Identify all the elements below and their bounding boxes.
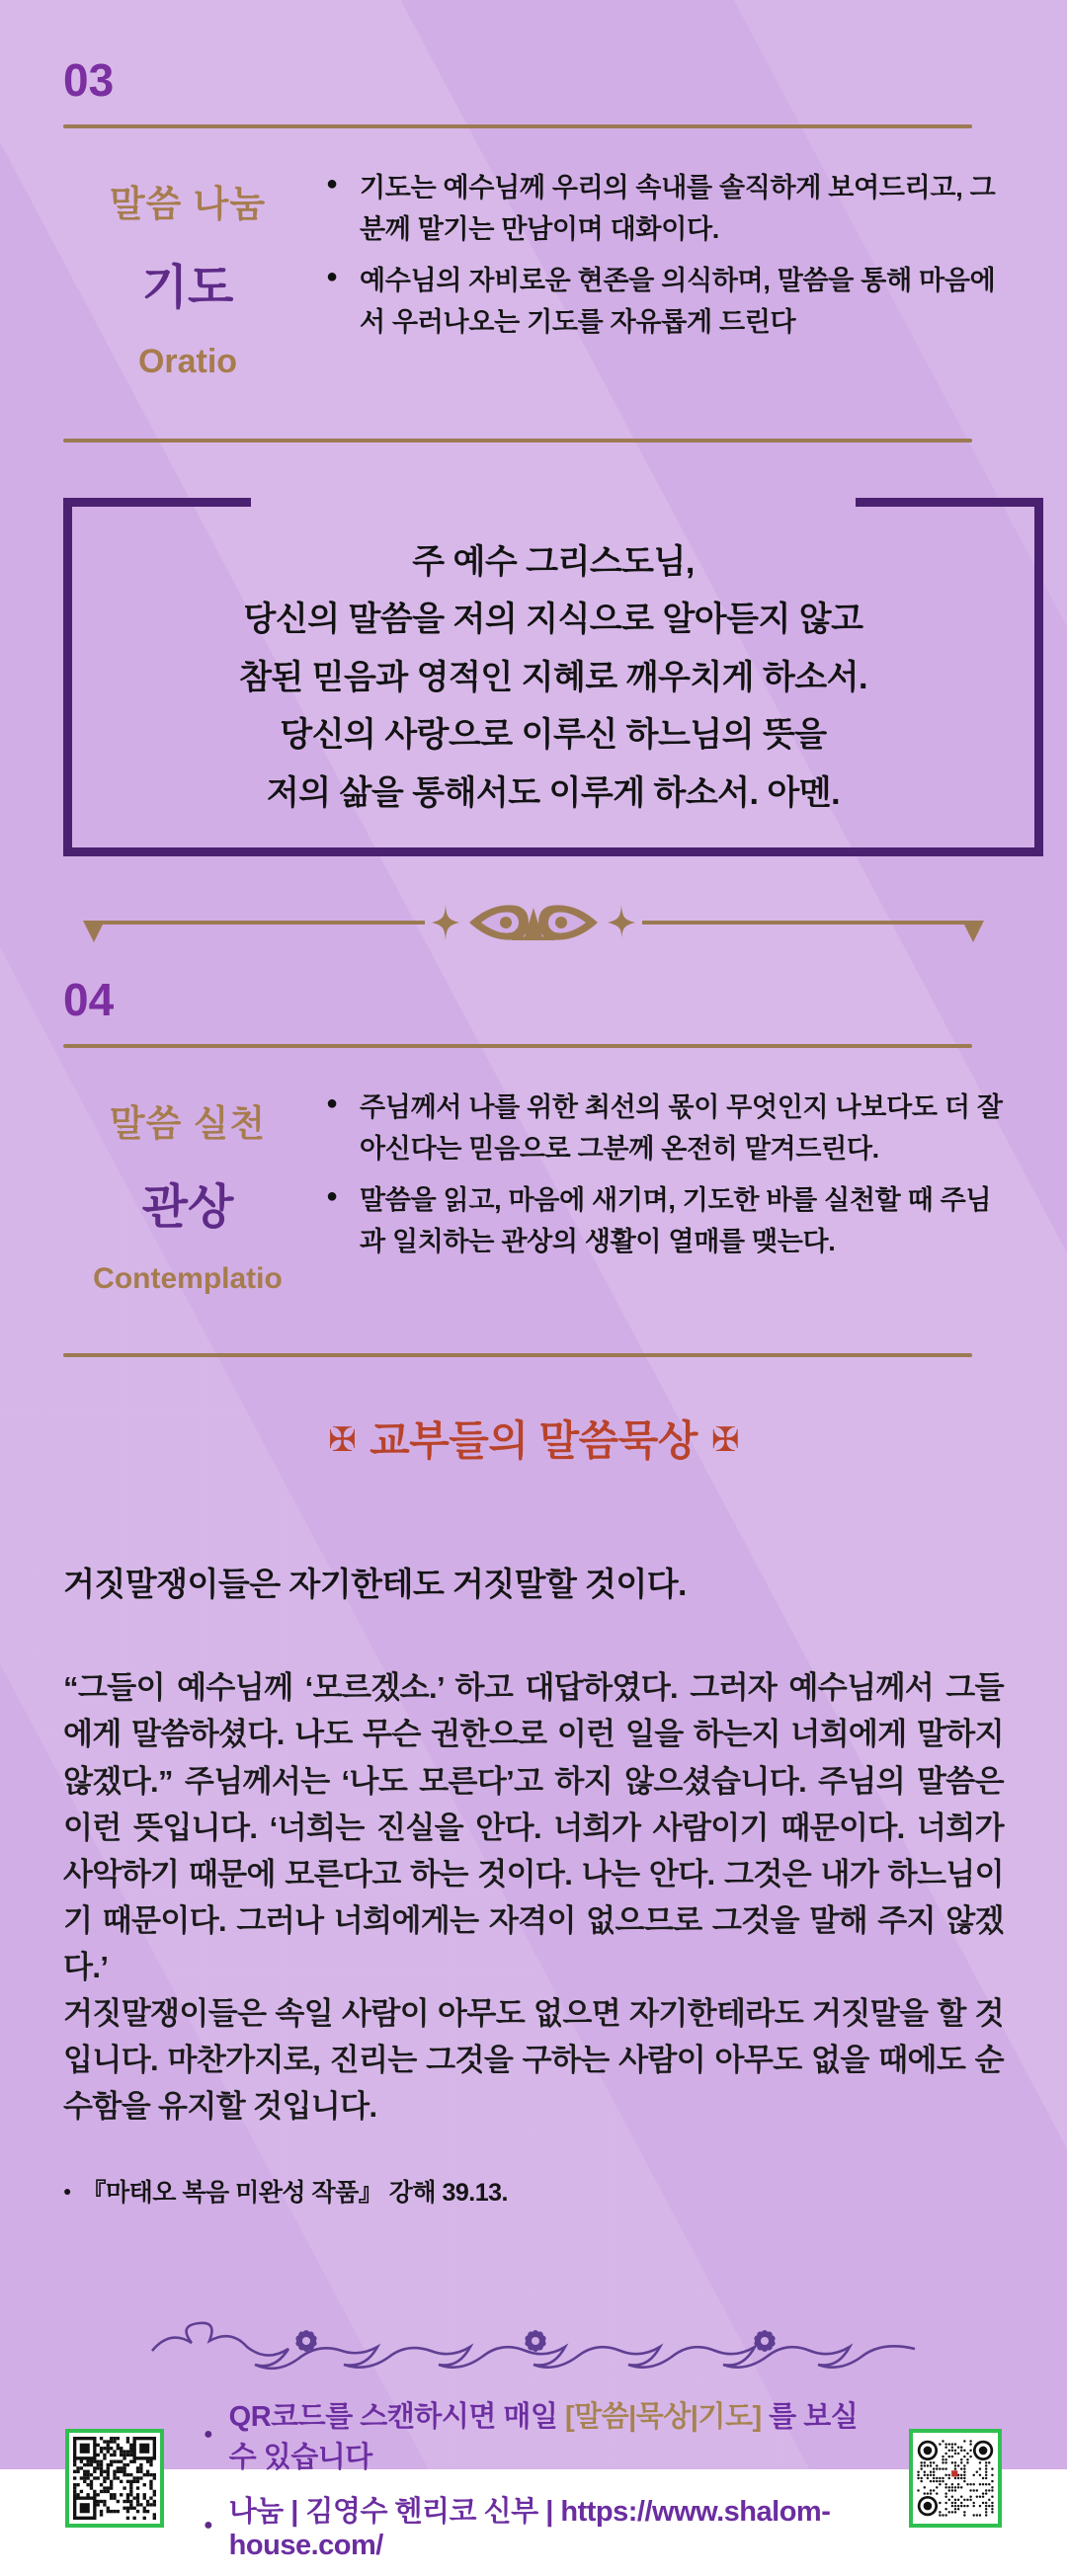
label-oratio: Oratio xyxy=(137,343,238,380)
section-number-03: 03 xyxy=(63,54,115,106)
sharing-credit-and-url[interactable]: 나눔 | 김영수 헨리코 신부 | https://www.shalom-house.com/ xyxy=(228,2496,831,2562)
prayer-line: 참된 믿음과 영적인 지혜로 깨우치게 하소서. xyxy=(239,658,867,696)
qr-instruction-prefix: QR코드를 스캔하시면 매일 xyxy=(228,2401,565,2434)
qr-instruction-suffix: 를 보실수 있습니다 xyxy=(228,2401,859,2474)
meditation-paragraph xyxy=(63,1664,1004,2130)
bullet-icon: ● xyxy=(63,2183,72,2200)
list-item xyxy=(326,1087,1004,1170)
meditation-heading-text: 교부들의 말씀묵상 xyxy=(369,1417,698,1465)
meditation-subtitle: 거짓말쟁이들은 자기한테도 거짓말할 것이다. xyxy=(63,1566,687,1603)
section-oratio-bullets xyxy=(312,168,1004,353)
bullet-icon: ● xyxy=(204,2517,213,2535)
list-item xyxy=(326,168,1004,251)
bullet-text: 주님께서 나를 위한 최선의 몫이 무엇인지 나보다도 더 잘 아신다는 믿음으로 그분께 온전히 맡겨드린다. xyxy=(360,1092,1003,1165)
bullet-text: 기도는 예수님께 우리의 속내를 솔직하게 보여드리고, 그 분께 맡기는 만남이며 대화이다. xyxy=(360,173,996,244)
section-contemplatio xyxy=(63,1087,1004,1296)
prayer-line: 당신의 말씀을 저의 지식으로 알아듣지 않고 xyxy=(243,601,863,639)
bullet-icon: ● xyxy=(326,1185,339,1208)
qr-instruction-highlight: [말씀|묵상|기도] xyxy=(564,2401,762,2434)
prayer-line: 당신의 사랑으로 이루신 하느님의 뜻을 xyxy=(280,716,827,755)
bullet-icon: ● xyxy=(204,2426,213,2444)
meditation-paragraph-2: 거짓말쟁이들은 속일 사람이 아무도 없으면 자기한테라도 거짓말을 할 것입니다. 마찬가지로, 진리는 그것을 구하는 사람이 아무도 없을 때에도 순수함을 유지할 것입니다. xyxy=(63,1996,1004,2125)
label-malsseum-silcheon: 말씀 실천 xyxy=(109,1103,267,1145)
footer-line-1 xyxy=(204,2394,883,2475)
meditation-heading xyxy=(63,1409,1004,1468)
section-divider-line xyxy=(63,439,972,443)
section-divider-line xyxy=(63,1353,972,1357)
section-divider-line xyxy=(63,1044,972,1048)
cross-pattee-icon: ✠ xyxy=(710,1421,739,1460)
section-oratio xyxy=(63,168,1004,381)
section-contemplatio-labels xyxy=(63,1087,312,1296)
ornament-divider xyxy=(79,896,988,953)
label-malsseum-nanum: 말씀 나눔 xyxy=(109,184,267,224)
prayer-line: 주 예수 그리스도님, xyxy=(412,543,695,581)
footer-text xyxy=(164,2380,909,2576)
cross-pattee-icon: ✠ xyxy=(328,1421,357,1460)
section-oratio-labels xyxy=(63,168,312,381)
bullet-icon: ● xyxy=(326,173,339,195)
footer xyxy=(63,2380,1004,2576)
footer-line-2 xyxy=(204,2489,883,2562)
meditation-paragraph-1: “그들이 예수님께 ‘모르겠소.’ 하고 대답하였다. 그러자 예수님께서 그들에게 말씀하셨다. 나도 무슨 권한으로 이런 일을 하는지 너희에게 말하지 않겠다.” 주님께서는 ‘나도 모른다’고 하지 않으셨습니다. 주님의 말씀은 이런 뜻입니다. ‘너희는 진실을 안다. 너희가 사람이기 때문이다. 너희가 사악하기 때문에 모른다고 하는 것이다. 나는 안다. 그것은 내가 하느님이기 때문이다. 그러나 너희에게는 자격이 없으므로 그것을 말해 주지 않겠다.’ xyxy=(63,1670,1004,1984)
qr-code-left xyxy=(65,2429,164,2528)
label-contemplatio: Contemplatio xyxy=(93,1262,283,1296)
list-item xyxy=(326,261,1004,344)
prayer-line: 저의 삶을 통해서도 이루게 하소서. 아멘. xyxy=(266,773,841,812)
citation-text: 『마태오 복음 미완성 작품』 강해 39.13. xyxy=(81,2179,509,2208)
section-contemplatio-bullets xyxy=(312,1087,1004,1272)
prayer-box-top-right-segment xyxy=(856,498,1043,507)
floral-vine-divider xyxy=(148,2311,919,2376)
section-divider-line xyxy=(63,124,972,128)
bullet-icon: ● xyxy=(326,265,339,287)
bullet-icon: ● xyxy=(326,1092,339,1115)
label-gido: 기도 xyxy=(141,262,234,314)
bullet-text: 말씀을 읽고, 마음에 새기며, 기도한 바를 실천할 때 주님과 일치하는 관상의 생활이 열매를 맺는다. xyxy=(360,1185,992,1256)
section-number-04: 04 xyxy=(63,974,115,1026)
prayer-box xyxy=(63,498,1043,856)
bullet-text: 예수님의 자비로운 현존을 의식하며, 말씀을 통해 마음에서 우러나오는 기도를 자유롭게 드린다 xyxy=(360,265,996,337)
prayer-box-top-left-segment xyxy=(63,498,251,507)
citation xyxy=(63,2173,1004,2209)
footer-line-1-text xyxy=(229,2394,883,2475)
label-gwansang: 관상 xyxy=(141,1181,234,1235)
list-item xyxy=(326,1180,1004,1263)
qr-code-right xyxy=(909,2429,1002,2528)
